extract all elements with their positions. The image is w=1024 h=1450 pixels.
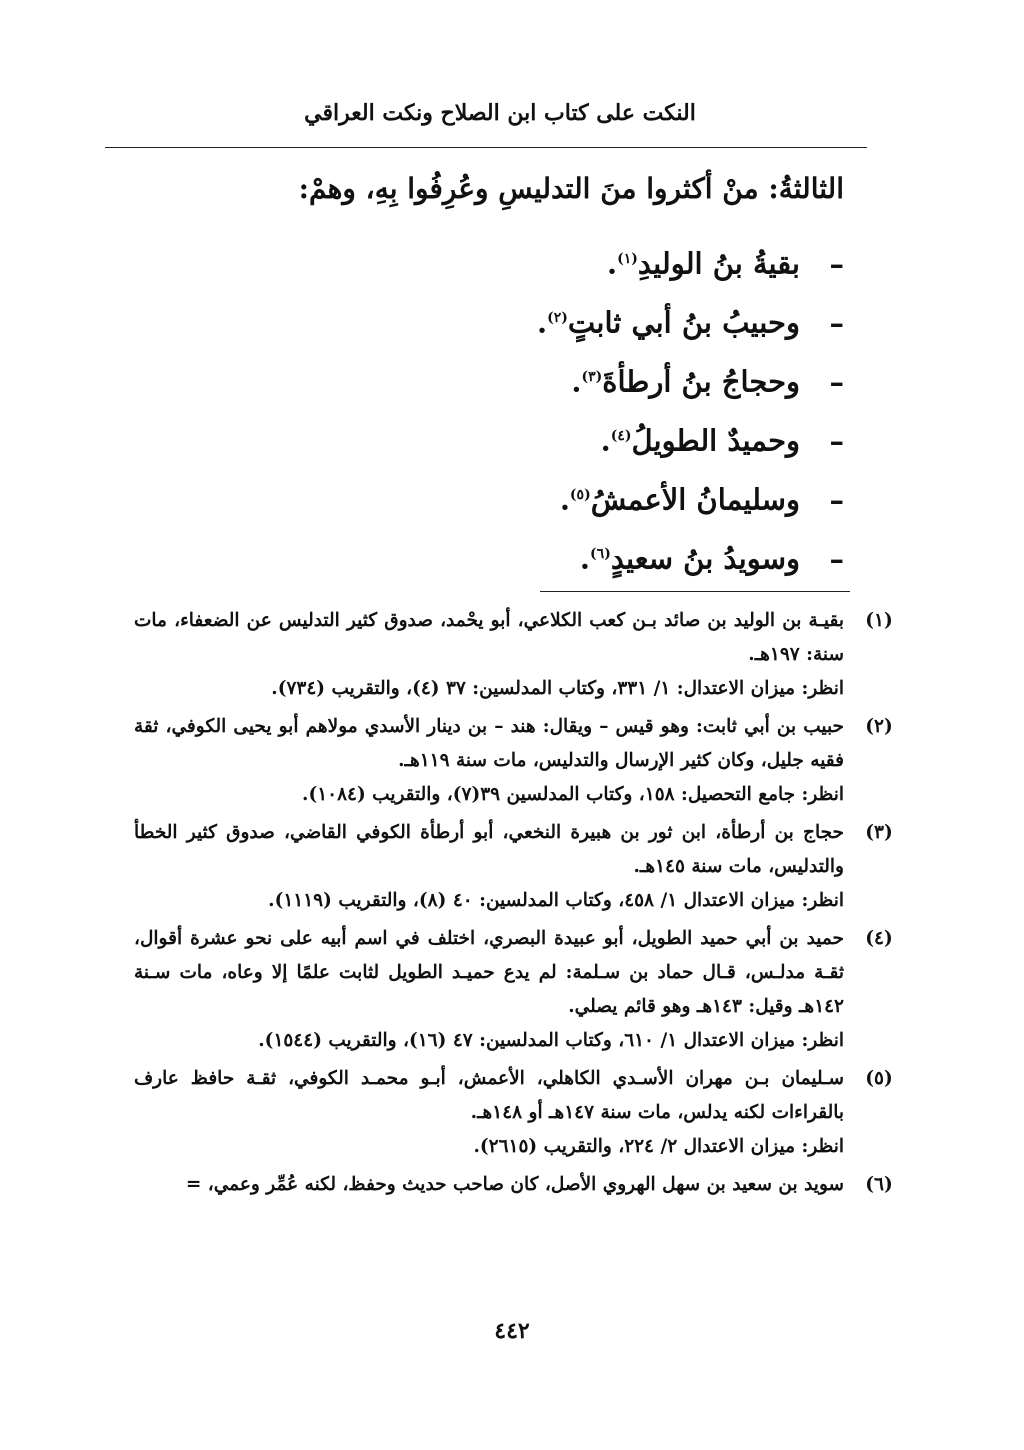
footnote-number: (٣): [865, 822, 893, 843]
footnote-source: انظر: ميزان الاعتدال ١/ ٦١٠، وكتاب المدلسين: ٤٧ (١٦)، والتقريب (١٥٤٤).: [258, 1030, 844, 1051]
intro-term: الثالثةُ:: [768, 172, 844, 205]
intro-line: [144, 172, 844, 205]
footnote: [134, 604, 893, 706]
footnote-text: حميد بن أبي حميد الطويل، أبو عبيدة البصري، اختلف في اسم أبيه على نحو عشرة أقوال، ثقـة مدلـس، قـال حماد بن سـلمة: لم يدع حميـد الطويل لثابت علمًا إلا وعاه، مات سـنة ١٤٢هـ وقيل: ١٤٣هـ وهو قائم يصلي.: [134, 928, 844, 1017]
list-dash: –: [829, 364, 844, 399]
footnote-source: انظر: ميزان الاعتدال: ١/ ٣٣١، وكتاب المدلسين: ٣٧ (٤)، والتقريب (٧٣٤).: [271, 678, 844, 699]
footnote: [134, 710, 893, 812]
list-dash: –: [829, 246, 844, 281]
footnote-ref: (١): [617, 251, 638, 267]
footnote-number: (٤): [865, 928, 893, 949]
footnote: [134, 1168, 893, 1202]
list-item: –بقيةُ بنُ الوليدِ$^{(١)}$.: [144, 230, 844, 289]
narrator-name: وحميدٌ الطويلُ: [631, 423, 800, 458]
footnote: [134, 816, 893, 918]
footnote-divider: [540, 591, 850, 592]
narrator-name: وسليمانُ الأعمشُ: [590, 482, 800, 517]
footnote-text: سويد بن سعيد بن سهل الهروي الأصل، كان صاحب حديث وحفظ، لكنه عُمِّر وعمي، =: [185, 1174, 844, 1195]
narrator-name: بقيةُ بنُ الوليدِ: [637, 246, 800, 281]
list-item: –وسليمانُ الأعمشُ$^{(٥)}$.: [144, 466, 844, 525]
header-divider: [105, 147, 867, 148]
list-dash: –: [829, 482, 844, 517]
footnote: [134, 1062, 893, 1164]
list-dash: –: [829, 541, 844, 576]
footnote-text: حبيب بن أبي ثابت: وهو قيس – ويقال: هند – بن دينار الأسدي مولاهم أبو يحيى الكوفي، ثقة فقيه جليل، وكان كثير الإرسال والتدليس، مات سنة ١١٩هـ.: [134, 716, 844, 771]
list-dash: –: [829, 305, 844, 340]
footnote-ref: (٥): [569, 487, 591, 503]
list-item: –وسويدُ بنُ سعيدٍ$^{(٦)}$.: [144, 525, 844, 584]
intro-text: منْ أكثروا منَ التدليسِ وعُرِفُوا بِهِ، وهمْ:: [298, 172, 769, 205]
footnote-text: سـليمان بـن مهران الأسـدي الكاهلي، الأعمش، أبـو محمـد الكوفي، ثقـة حافظ عارف بالقراءات لكنه يدلس، مات سنة ١٤٧هـ أو ١٤٨هـ.: [134, 1068, 844, 1123]
footnote-text: حجاج بن أرطأة، ابن ثور بن هبيرة النخعي، أبو أرطأة الكوفي القاضي، صدوق كثير الخطأ والتدليس، مات سنة ١٤٥هـ.: [134, 822, 844, 877]
footnotes: [134, 604, 893, 1206]
footnote-source: انظر: ميزان الاعتدال ٢/ ٢٢٤، والتقريب (٢٦١٥).: [473, 1136, 844, 1157]
narrator-name: وحبيبُ بنُ أبي ثابتٍ: [567, 305, 800, 340]
narrator-name: وسويدُ بنُ سعيدٍ: [610, 541, 800, 576]
list-dash: –: [829, 423, 844, 458]
footnote-number: (٦): [865, 1174, 893, 1195]
list-item: –وحبيبُ بنُ أبي ثابتٍ$^{(٢)}$.: [144, 289, 844, 348]
list-item: –وحميدٌ الطويلُ$^{(٤)}$.: [144, 407, 844, 466]
list-item: –وحجاجُ بنُ أرطأةَ$^{(٣)}$.: [144, 348, 844, 407]
footnote-ref: (٦): [590, 546, 611, 562]
footnote: [134, 922, 893, 1058]
narrator-name: وحجاجُ بنُ أرطأةَ: [602, 364, 800, 399]
footnote-ref: (٤): [610, 428, 632, 444]
footnote-ref: (٣): [581, 369, 603, 385]
running-header: النكت على كتاب ابن الصلاح ونكت العراقي: [304, 100, 696, 126]
footnote-number: (٥): [865, 1068, 893, 1089]
footnote-text: بقيـة بن الوليد بن صائد بـن كعب الكلاعي، أبو يحْمد، صدوق كثير التدليس عن الضعفاء، مات سنة: ١٩٧هـ.: [134, 610, 844, 665]
narrator-list: [144, 230, 844, 584]
footnote-ref: (٢): [547, 310, 568, 326]
footnote-number: (١): [865, 610, 893, 631]
footnote-source: انظر: ميزان الاعتدال ١/ ٤٥٨، وكتاب المدلسين: ٤٠ (٨)، والتقريب (١١١٩).: [268, 890, 844, 911]
footnote-number: (٢): [865, 716, 893, 737]
footnote-source: انظر: جامع التحصيل: ١٥٨، وكتاب المدلسين ٣٩(٧)، والتقريب (١٠٨٤).: [302, 784, 844, 805]
page-number: ٤٤٢: [494, 1318, 530, 1344]
